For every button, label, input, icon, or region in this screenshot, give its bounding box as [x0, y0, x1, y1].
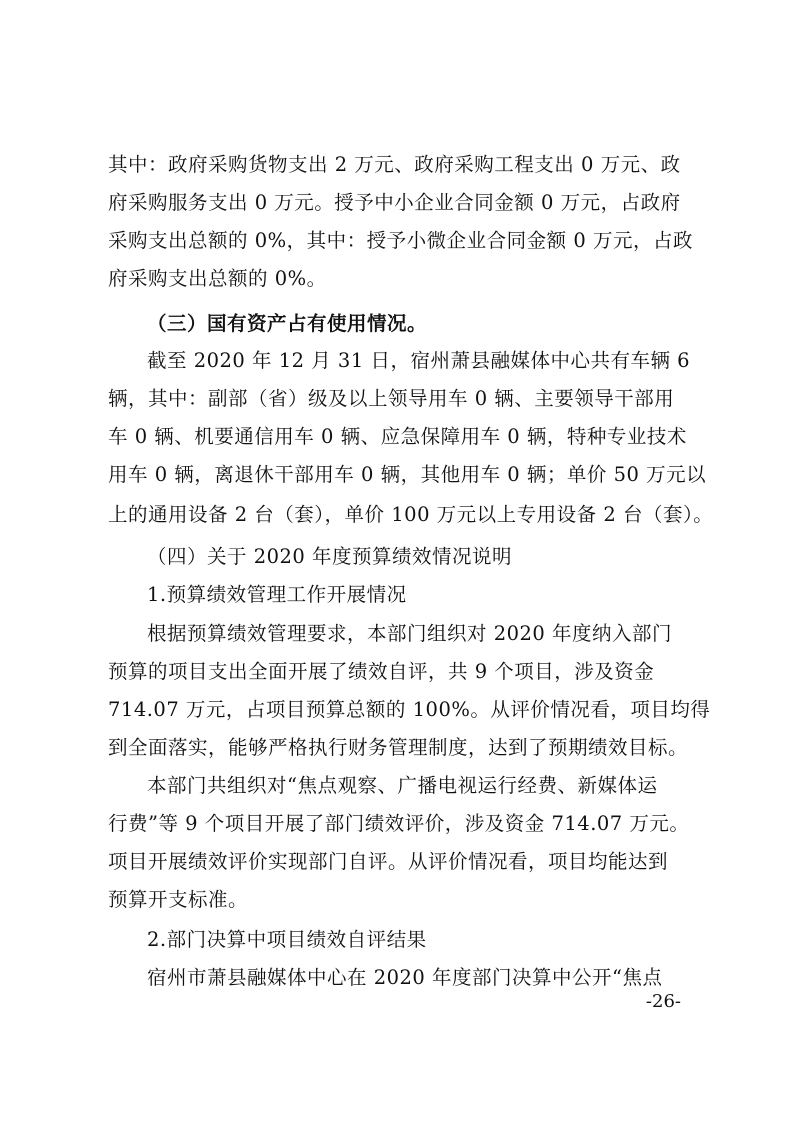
text-line: 辆，其中：副部（省）级及以上领导用车 0 辆、主要领导干部用 [108, 387, 675, 410]
subsection-heading: 2.部门决算中项目绩效自评结果 [147, 928, 427, 951]
section-heading: （四）关于 2020 年度预算绩效情况说明 [147, 545, 513, 568]
text-line: 截至 2020 年 12 月 31 日，宿州萧县融媒体中心共有车辆 6 [147, 349, 691, 372]
text-line: 预算开支标准。 [108, 888, 249, 911]
section-heading: （三）国有资产占有使用情况。 [147, 312, 428, 335]
text-line: 府采购支出总额的 0%。 [108, 267, 327, 290]
text-line: 府采购服务支出 0 万元。授予中小企业合同金额 0 万元，占政府 [108, 191, 681, 214]
text-line: 上的通用设备 2 台（套），单价 100 万元以上专用设备 2 台（套）。 [108, 503, 714, 526]
text-line: 行费”等 9 个项目开展了部门绩效评价，涉及资金 714.07 万元。 [108, 812, 690, 835]
page-number: -26- [645, 991, 681, 1012]
text-line: 用车 0 辆，离退休干部用车 0 辆，其他用车 0 辆；单价 50 万元以 [108, 463, 707, 486]
text-line: 714.07 万元，占项目预算总额的 100%。从评价情况看，项目均得 [108, 698, 711, 721]
text-line: 宿州市萧县融媒体中心在 2020 年度部门决算中公开“焦点 [147, 966, 663, 989]
text-line: 本部门共组织对“焦点观察、广播电视运行经费、新媒体运 [147, 774, 658, 797]
text-line: 项目开展绩效评价实现部门自评。从评价情况看，项目均能达到 [108, 850, 669, 873]
text-line: 采购支出总额的 0%，其中：授予小微企业合同金额 0 万元，占政 [108, 229, 693, 252]
text-line: 车 0 辆、机要通信用车 0 辆、应急保障用车 0 辆，特种专业技术 [108, 425, 687, 448]
text-line: 其中：政府采购货物支出 2 万元、政府采购工程支出 0 万元、政 [108, 153, 681, 176]
text-line: 到全面落实，能够严格执行财务管理制度，达到了预期绩效目标。 [108, 736, 689, 759]
text-line: 根据预算绩效管理要求，本部门组织对 2020 年度纳入部门 [147, 622, 673, 645]
text-line: 预算的项目支出全面开展了绩效自评，共 9 个项目，涉及资金 [108, 660, 655, 683]
subsection-heading: 1.预算绩效管理工作开展情况 [147, 583, 407, 606]
